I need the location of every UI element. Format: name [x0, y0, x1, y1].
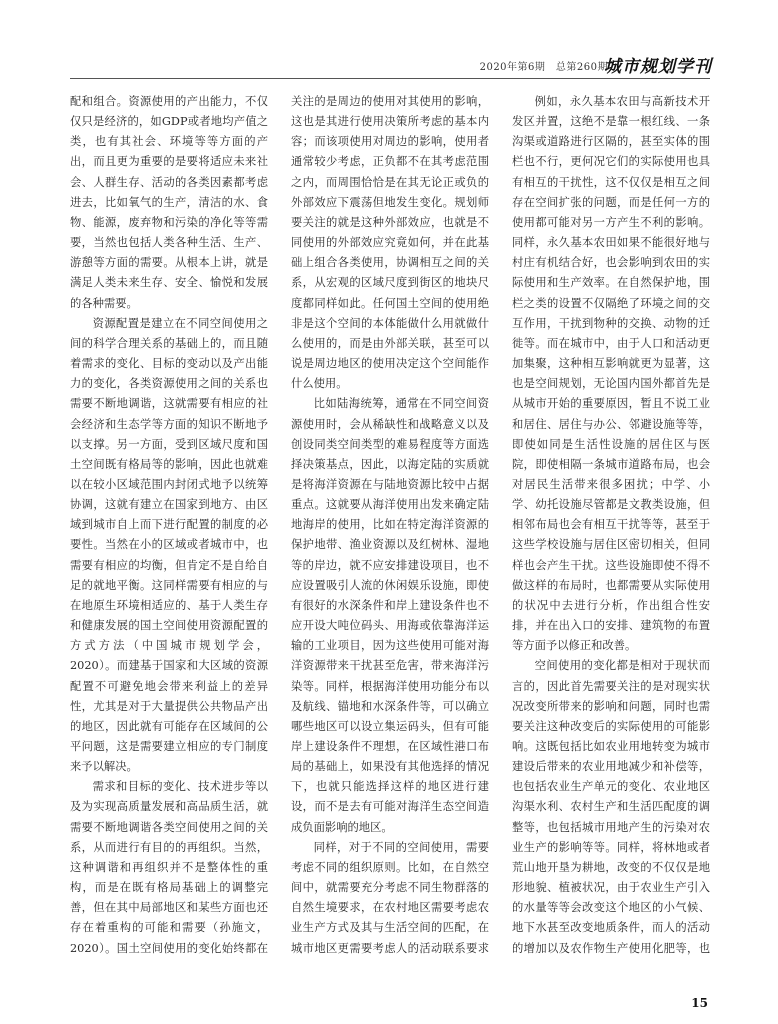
body-columns — [70, 92, 710, 962]
column-left — [70, 92, 268, 962]
journal-title: 城市规划学刊 — [604, 57, 712, 77]
header-divider — [70, 78, 710, 79]
issue-info: 2020年第6期 总第260期 — [479, 62, 608, 73]
paragraph: 空间使用的变化都是相对于现状而言的，因此首先需要关注的是对现实状况改变所带来的影响和问题，同时也需要关注这种改变后的实际使用的可能影响。这既包括比如农业用地转变为城市建设后带来的农业用地减少和补偿等，也包括农业生产单元的变化、农业地区沟渠水利、农村生产和生活匹配度的调整等，也包括城市用地产生的污染对农业生产的影响等等。同样，将林地或者荒山地开垦为耕地，改变的不仅仅是地形地貌、植被状况，由于农业生产引入的水量等等会改变这个地区的小气候、地下水甚至改变地质条件，而人的活动的增加以及农作物生产使用化肥等，也 — [512, 659, 710, 955]
paragraph: 配和组合。资源使用的产出能力，不仅仅只是经济的，如GDP或者地均产值之类，也有其社会、环境等等方面的产出，而且更为重要的是要将适应未来社会、人群生存、活动的各类因素都考虑进去，比如氧气的生产，清洁的水、食物、能源，废弃物和污染的净化等等需要，当然也包括人类各种生活、生产、游憩等方面的需要。从根本上讲，就是满足人类未来生存、安全、愉悦和发展的各种需要。 — [70, 95, 268, 310]
paragraph: 比如陆海统筹，通常在不同空间资源使用时，会从稀缺性和战略意义以及创设同类空间类型的难易程度等方面选择决策基点，因此，以海定陆的实质就是将海洋资源在与陆地资源比较中占据重点。这就要从海洋使用出发来确定陆地海岸的使用，比如在特定海洋资源的保护地带、渔业资源以及红树林、湿地等的岸边，就不应安排建设项目，也不应设置吸引人流的休闲娱乐设施，即使有很好的水深条件和岸上建设条件也不应开设大吨位码头、用海或依靠海洋运输的工业项目，因为这些使用可能对海洋资源带来干扰甚至危害，带来海洋污染等。同样，根据海洋使用功能分布以及航线、锚地和水深条件等，可以确立哪些地区可以设立集运码头，但有可能岸上建设条件不理想，在区域性港口布局的基础上，如果没有其他选择的情况下，也就只能选择这样的地区进行建设，而不是去有可能对海洋生态空间造成负面影响的地区。 — [291, 397, 489, 834]
column-middle — [291, 92, 489, 962]
paragraph: 需求和目标的变化、技术进步等以及为实现高质量发展和高品质生活，就需要不断地调谐各类空间使用之间的关系，从而进行有目的的再组织。当然，这种调谐和再组织并不是整体性的重构，而是在既有格局基础上的调整完善，但在其中局部地区和某些方面也还存在着重构的可能和需要（孙施文，2020）。国土空间使用的变化始终都在 — [70, 780, 268, 955]
paragraph: 例如，永久基本农田与高新技术开发区并置，这绝不是靠一根红线、一条沟渠或道路进行区隔的，甚至实体的围栏也不行，更何况它们的实际使用也具有相互的干扰性，这不仅仅是相互之间存在空间扩张的问题，而是任何一方的使用都可能对另一方产生不利的影响。同样，永久基本农田如果不能很好地与村庄有机结合好，也会影响到农田的实际使用和生产效率。在自然保护地，围栏之类的设置不仅隔绝了环境之间的交互作用，干扰到物种的交换、动物的迁徙等。而在城市中，由于人口和活动更加集聚，这种相互影响就更为显著，这也是空间规划，无论国内国外都首先是从城市开始的重要原因，暂且不说工业和居住、居住与办公、邻避设施等等，即使如同是生活性设施的居住区与医院，即使相隔一条城市道路布局，也会对居民生活带来很多困扰；中学、小学、幼托设施尽管都是文教类设施，但相邻布局也会有相互干扰等等，甚至于这些学校设施与居住区密切相关，但同样也会产生干扰。这些设施即使不得不做这样的布局时，也都需要从实际使用的状况中去进行分析，作出组合性安排，并在出入口的安排、建筑物的布置等方面予以修正和改善。 — [512, 95, 710, 653]
column-right — [512, 92, 710, 962]
paragraph: 关注的是周边的使用对其使用的影响，这也是其进行使用决策所考虑的基本内容；而该项使用对周边的影响，使用者通常较少考虑，正负都不在其考虑范围之内，而周围恰恰是在其无论正或负的外部效应下震荡但地发生变化。规划师要关注的就是这种外部效应，也就是不同使用的外部效应究竟如何，并在此基础上组合各类使用，协调相互之间的关系，从宏观的区域尺度到街区的地块尺度都同样如此。任何国土空间的使用绝非是这个空间的本体能做什么用就做什么使用的，而是由外部关联，甚至可以说是周边地区的使用决定这个空间能作什么使用。 — [291, 95, 489, 391]
page-header — [0, 0, 778, 78]
paragraph: 同样，对于不同的空间使用，需要考虑不同的组织原则。比如，在自然空间中，就需要充分考虑不同生物群落的自然生境要求，在农村地区需要考虑农业生产方式及其与生活空间的匹配，在城市地区更需要考虑人的活动联系要求 — [291, 840, 489, 955]
paragraph: 资源配置是建立在不同空间使用之间的科学合理关系的基础上的，而且随着需求的变化、目标的变动以及产出能力的变化，各类资源使用之间的关系也需要不断地调谐，这就需要有相应的社会经济和生态学等方面的知识不断地予以支撑。另一方面，受到区域尺度和国土空间既有格局等的影响，因此也就难以在较小区域范围内封闭式地予以统筹协调，这就有建立在国家到地方、由区域到城市自上而下进行配置的制度的必要性。当然在小的区域或者城市中，也需要有相应的均衡，但肯定不是自给自足的就地平衡。这同样需要有相应的与在地原生环境相适应的、基于人类生存和健康发展的国土空间使用资源配置的方式方法（中国城市规划学会，2020）。而建基于国家和大区域的资源配置不可避免地会带来利益上的差异性，尤其是对于大量提供公共物品产出的地区，因此就有可能存在区域间的公平问题，这是需要建立相应的专门制度来予以解决。 — [70, 316, 268, 774]
page-number: 15 — [691, 996, 708, 1010]
